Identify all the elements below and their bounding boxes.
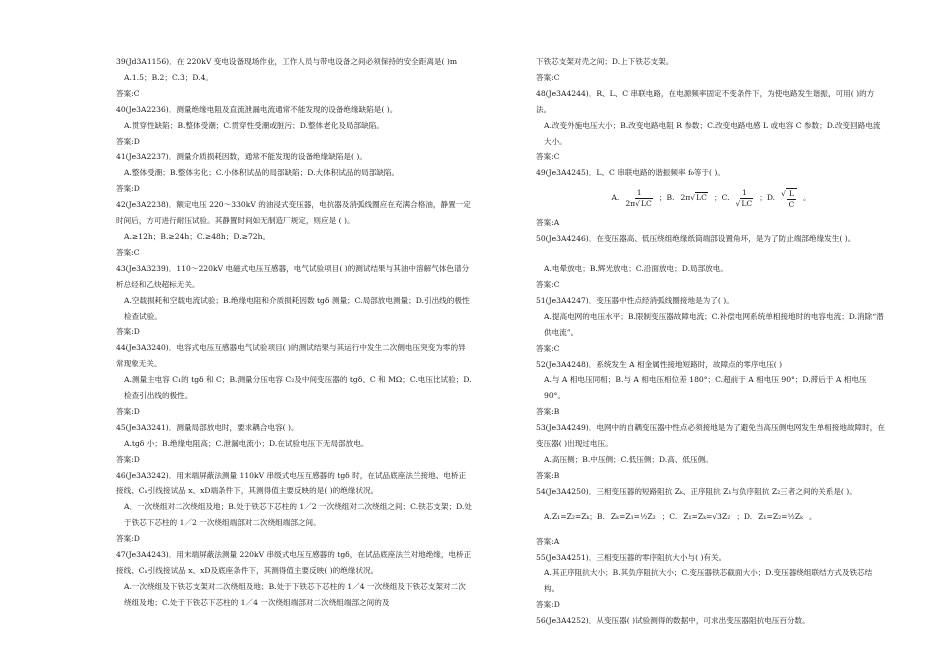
question-55 (536, 550, 886, 614)
answer: 答案:C (536, 343, 560, 353)
question-text: 48(Je3A4244)．R、L、C 串联电路，在电源频率固定不变条件下，为使电路发生谐振，可用( )的方法。 (536, 88, 875, 114)
formula-c: Z₁=Zₖ=√3Z₂ (683, 511, 731, 521)
option-label: A. (611, 193, 620, 203)
question-text: 55(Je3A4251)．三相变压器的零序阻抗大小与( )有关。 (536, 552, 727, 562)
question-options: A．一次绕组对二次绕组及地；B.处于铁芯下芯柱的 1／2 一次绕组对二次绕组之间；C.铁芯支架；D.处于铁芯下芯柱的 1／2 一次绕组端部对二次绕组端部之间。 (124, 502, 472, 528)
question-text: 56(Je3A4252)．从变压器( )试验测得的数据中，可求出变压器阻抗电压百分数。 (536, 616, 810, 626)
question-text: 43(Je3A3239)．110～220kV 电磁式电压互感器，电气试验项目( )的测试结果与其油中溶解气体色谱分析总烃和乙炔超标无关。 (116, 263, 470, 289)
formula-options-54: A.Z₁=Z₂=Zₖ；B. Zₖ=Z₁=½Z₂ ；C. Z₁=Zₖ=√3Z₂ ；D. Z₁=Z₂=½Zₖ 。 (536, 500, 886, 534)
question-text: 44(Je3A3240)．电容式电压互感器电气试验项目( )的测试结果与其运行中发生二次侧电压突变为零的异常现象无关。 (116, 343, 466, 369)
answer: 答案:B (536, 470, 560, 480)
question-47 (116, 547, 472, 611)
answer: 答案:D (116, 454, 140, 464)
question-text: 46(Je3A3242)．用末端屏蔽法测量 110kV 串级式电压互感器的 tgδ 时，在试品底座法兰接地、电桥正接线、Cₓ引线接试品 x、xD端条件下，其测得值主要反映的是( )的绝缘状况。 (116, 470, 467, 496)
formula-options-49: A. $\frac{1}{2\pi√LC}$ ；B. 2π√LC ；C. $\frac{1}{√LC}$ ；D. √ $\frac{L}{C}$ 。 (611, 187, 811, 210)
question-text: 53(Je3A4249)．电网中的自耦变压器中性点必须接地是为了避免当高压侧电网发生单相接地故障时，在变压器( )出现过电压。 (536, 423, 885, 449)
question-options: A.与 A 相电压同相；B.与 A 相电压相位差 180°；C.超前于 A 相电压 90°；D.滞后于 A 相电压 90°。 (544, 375, 867, 401)
answer: 答案:D (116, 184, 140, 194)
formula-b: Zₖ=Z₁=½Z₂ (610, 511, 656, 521)
question-options: A.≥12h；B.≥24h；C.≥48h；D.≥72h。 (124, 231, 271, 241)
question-text: 42(Je3A2238)．额定电压 220～330kV 的油浸式变压器，电抗器及消弧线圈应在充满合格油，静置一定时间后，方可进行耐压试验。其静置时间如无制造厂规定，则应是 ( )。 (116, 200, 471, 226)
answer: 答案:D (536, 600, 560, 610)
answer: 答案:D (116, 136, 140, 146)
question-text: 51(Je3A4247)．变压器中性点经消弧线圈接地是为了( )。 (536, 295, 734, 305)
question-text: 下铁芯支架对壳之间；D.上下铁芯支架。 (536, 57, 674, 66)
answer: 答案:D (116, 534, 140, 544)
question-options: A.其正序阻抗大小；B.其负序阻抗大小；C.变压器铁芯截面大小；D.变压器绕组联结方式及铁芯结构。 (544, 568, 873, 594)
question-52 (536, 357, 886, 421)
answer: 答案:C (116, 88, 140, 98)
question-text: 41(Je3A2237)．测量介质损耗因数，通常不能发现的设备绝缘缺陷是( )。 (116, 152, 367, 162)
answer: 答案:D (116, 406, 140, 416)
formula-b: 2π√LC (680, 193, 707, 203)
question-options: A.提高电网的电压水平；B.限制变压器故障电流；C.补偿电网系统单相接地时的电容电流；D.消除“潜供电流”。 (544, 311, 884, 337)
question-options: A.1.5；B.2；C.3；D.4。 (124, 72, 214, 82)
option-label: ；B. (658, 193, 675, 203)
formula-c: $\frac{1}{√LC}$ (735, 187, 753, 208)
answer: 答案:C (536, 279, 560, 289)
question-text: 45(Je3A3241)．测量局部放电时，要求耦合电容( )。 (116, 422, 299, 432)
question-45 (116, 420, 472, 468)
question-text: 50(Je3A4246)．在变压器高、低压绕组绝缘纸筒端部设置角环，是为了防止端部绝缘发生( )。 (536, 234, 856, 244)
formula-a: $\frac{1}{2\pi√LC}$ (625, 187, 652, 208)
question-47-continued (536, 54, 886, 86)
question-options: A.贯穿性缺陷；B.整体受潮；C.贯穿性受潮或脏污；D.整体老化及局部缺陷。 (124, 120, 384, 130)
question-48 (536, 86, 886, 166)
question-56 (536, 613, 886, 629)
question-options: A.空载损耗和空载电流试验；B.绝缘电阻和介质损耗因数 tgδ 测量；C.局部放电测量；D.引出线的极性检查试验。 (124, 295, 470, 321)
question-options: A.测量主电容 C₁的 tgδ 和 C；B.测量分压电容 C₂及中间变压器的 tgδ、C 和 MΩ；C.电压比试验；D.检查引出线的极性。 (124, 375, 472, 401)
question-41 (116, 149, 472, 197)
question-text: 40(Je3A2236)．测量绝缘电阻及直流泄漏电流通常不能发现的设备绝缘缺陷是( )。 (116, 104, 398, 114)
question-53 (536, 420, 886, 484)
question-44 (116, 340, 472, 420)
option-label: ；C. (714, 193, 730, 203)
formula-d: Z₁=Z₂=½Zₖ (758, 511, 803, 521)
answer: 答案:C (536, 72, 560, 82)
question-40 (116, 102, 472, 150)
option-label: A.Z₁=Z₂=Zₖ；B. (544, 511, 605, 521)
question-text: 47(Je3A4243)．用末端屏蔽法测量 220kV 串级式电压互感器的 tgδ，在试品底座法兰对地绝缘，电桥正接线、Cₓ引线接试品 x、xD及底座条件下，其测得值主要反映( )的绝缘状况。 (116, 550, 472, 575)
option-label: ；C. (661, 511, 678, 521)
answer: 答案:A (536, 218, 560, 228)
right-column (536, 54, 886, 629)
question-options: A.tgδ 小；B.绝缘电阻高；C.泄漏电流小；D.在试验电压下无局部放电。 (124, 438, 369, 448)
question-49 (536, 165, 886, 231)
question-text: 54(Je3A4250)．三相变压器的短路阻抗 Zₖ、正序阻抗 Z₁与负序阻抗 Z₂三者之间的关系是( )。 (536, 486, 857, 496)
left-column (116, 54, 472, 611)
question-text: 49(Je3A4245)．L、C 串联电路的谐振频率 f₀等于( )。 (536, 168, 725, 178)
question-50 (536, 231, 886, 293)
question-54 (536, 484, 886, 550)
question-options: A.高压侧；B.中压侧；C.低压侧；D.高、低压侧。 (544, 454, 713, 464)
question-options: A.改变外施电压大小；B.改变电路电阻 R 参数；C.改变电路电感 L 或电容 C 参数；D.改变回路电流大小。 (544, 120, 881, 146)
question-text: 52(Je3A4248)．系统发生 A 相金属性接地短路时，故障点的零序电压( ) (536, 359, 783, 369)
question-42 (116, 197, 472, 261)
question-options: A.整体受潮；B.整体劣化；C.小体积试品的局部缺陷；D.大体积试品的局部缺陷。 (124, 168, 400, 178)
answer: 答案:D (116, 327, 140, 337)
question-text: 39(Jd3A1156)．在 220kV 变电设备现场作业，工作人员与带电设备之间必须保持的安全距离是( )m (116, 57, 458, 66)
question-43 (116, 261, 472, 341)
question-options: A.电晕放电；B.辉光放电；C.沿面放电；D.局部放电。 (544, 264, 728, 274)
answer: 答案:C (116, 247, 140, 257)
question-46 (116, 468, 472, 548)
answer: 答案:C (536, 152, 560, 162)
answer: 答案:B (536, 407, 560, 417)
question-51 (536, 293, 886, 357)
question-39 (116, 54, 472, 102)
formula-d: √ $\frac{L}{C}$ (781, 186, 797, 210)
option-label: ；D. (736, 511, 753, 521)
answer: 答案:A (536, 536, 560, 546)
question-options: A.一次绕组及下铁芯支架对二次绕组及地；B.处于下铁芯下芯柱的 1／4 一次绕组及下铁芯支架对二次绕组及地；C.处于下铁芯下芯柱的 1／4 一次绕组端部对二次绕组端部之间的及 (124, 581, 466, 607)
option-label: ；D. (759, 193, 776, 203)
